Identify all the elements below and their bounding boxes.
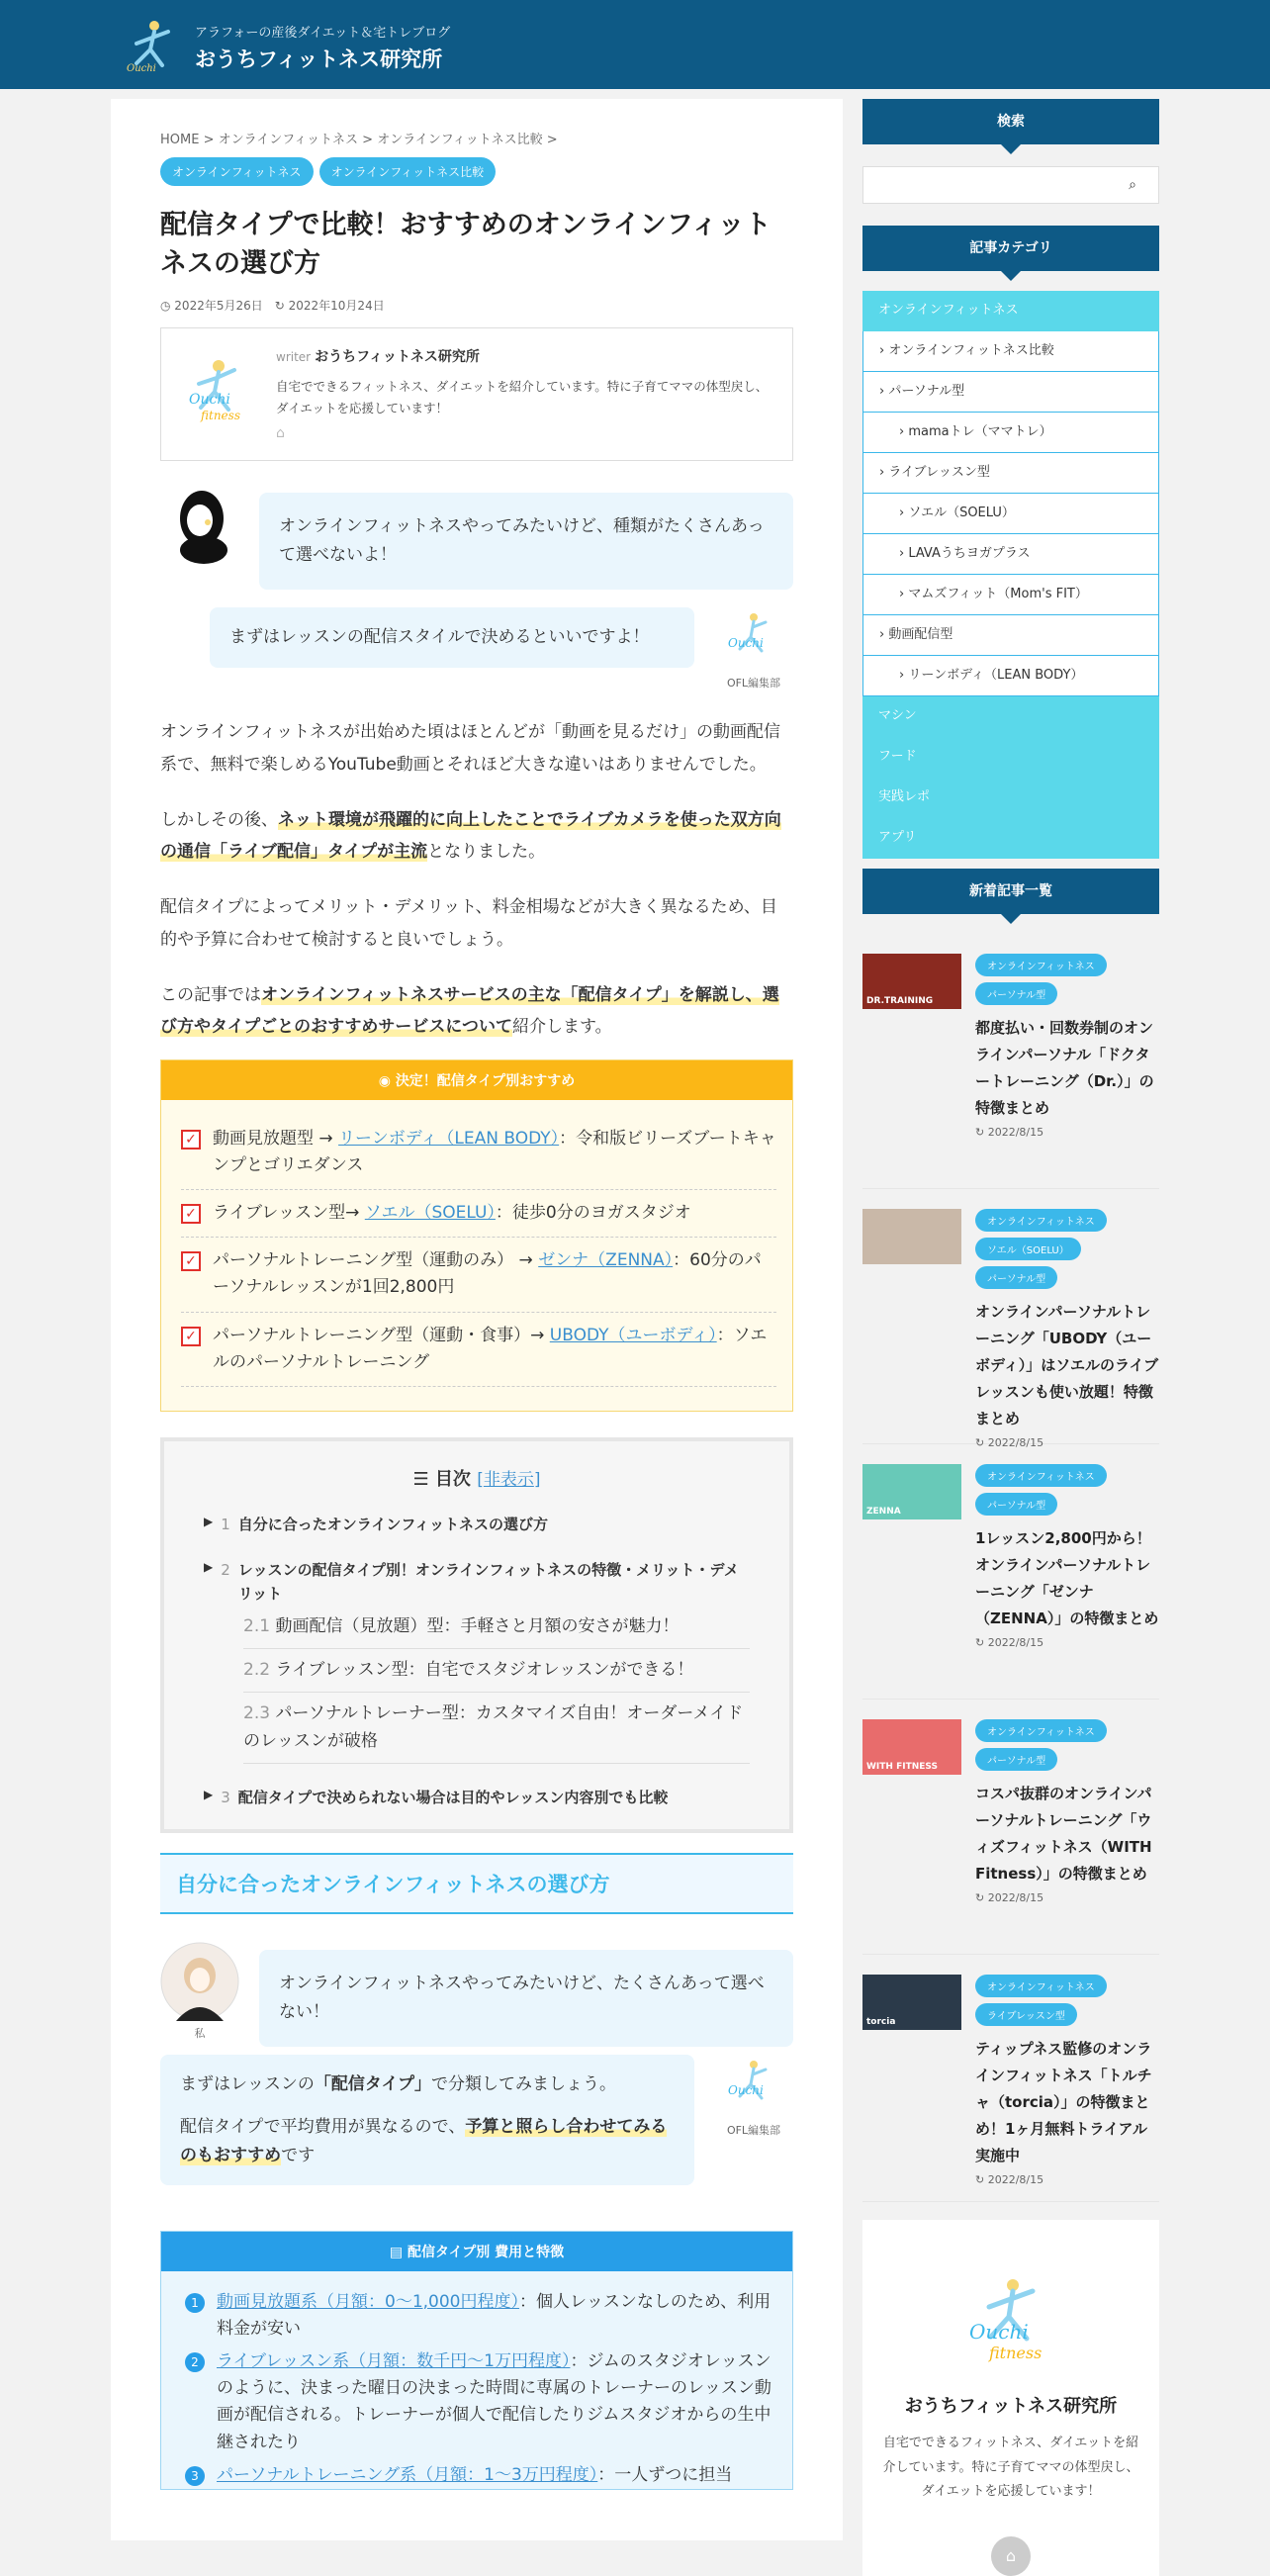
sidebar — [862, 99, 1159, 2576]
ofl-editor-avatar — [722, 607, 781, 667]
caret-right-icon: ▶ — [204, 1559, 214, 1574]
category-item[interactable]: › オンラインフィットネス比較 — [862, 331, 1159, 372]
author-name: writer おうちフィットネス研究所 — [276, 349, 480, 366]
category-item[interactable]: › ライブレッスン型 — [862, 453, 1159, 494]
speech-balloon — [160, 2055, 793, 2203]
post-date-row — [975, 1126, 1159, 1139]
category-item[interactable]: › ソエル（SOELU） — [862, 494, 1159, 534]
fee-heading: ▤ 配信タイプ別 費用と特徴 — [161, 2232, 792, 2271]
toc-title: ☰ 目次 [非表示] — [412, 1468, 541, 1490]
svg-text:Ouchi: Ouchi — [969, 2320, 1029, 2344]
post-title[interactable]: コスパ抜群のオンラインパーソナルトレーニング「ウィズフィットネス（WITH Fitness）」の特徴まとめ — [975, 1785, 1152, 1883]
search-box — [862, 166, 1159, 204]
fee-list — [161, 2271, 792, 2489]
recent-post[interactable] — [862, 1700, 1159, 1955]
speech-bubble: まずはレッスンの「配信タイプ」で分類してみましょう。 配信タイプで平均費用が異なるので、予算と照らし合わせてみるのもおすすめです — [160, 2055, 694, 2186]
svg-text:Ouchi: Ouchi — [728, 636, 764, 651]
speech-bubble: オンラインフィットネスやってみたいけど、たくさんあって選べない！ — [259, 1950, 793, 2047]
category-item[interactable]: フード — [862, 737, 1159, 778]
profile-description: 自宅でできるフィットネス、ダイエットを紹介しています。特に子育てママの体型戻し、ダイエットを応援しています！ — [882, 2436, 1139, 2500]
post-dates — [160, 297, 793, 314]
updated-date: ↻ 2022年10月24日 — [274, 299, 385, 314]
category-heading: 記事カテゴリ — [862, 226, 1159, 271]
post-tag[interactable]: オンラインフィットネス — [975, 954, 1107, 976]
refresh-icon: ↻ — [274, 299, 289, 314]
speaker-name: 私 — [194, 2026, 206, 2040]
category-item[interactable]: › リーンボディ（LEAN BODY） — [862, 656, 1159, 696]
post-thumbnail[interactable] — [862, 1719, 961, 1775]
speech-balloon — [160, 485, 793, 594]
thumbnail-label: ZENNA — [866, 1507, 901, 1517]
home-icon[interactable]: ⌂ — [991, 2536, 1031, 2576]
speaker-name: OFL編集部 — [726, 677, 781, 690]
refresh-icon: ↻ — [975, 1436, 988, 1449]
paragraph: 配信タイプによってメリット・デメリット、料金相場などが大きく異なるため、目的や予算に合わせて検討すると良いでしょう。 — [160, 897, 777, 950]
recommendation-heading: ◉ 決定！配信タイプ別おすすめ — [161, 1060, 792, 1100]
toc-item[interactable]: ▶ 3 配信タイプで決められない場合は目的やレッスン内容別でも比較 — [204, 1786, 750, 1809]
section-heading: 自分に合ったオンラインフィットネスの選び方 — [160, 1853, 793, 1914]
post-tag[interactable]: パーソナル型 — [975, 1493, 1057, 1516]
caret-right-icon: ▶ — [204, 1514, 214, 1528]
post-date: 2022/8/15 — [987, 1891, 1044, 1904]
post-thumbnail[interactable] — [862, 1209, 961, 1264]
post-tag[interactable]: オンラインフィットネス — [975, 1464, 1107, 1487]
svg-text:Ouchi: Ouchi — [189, 392, 230, 409]
recommendation-item: ✓ パーソナルトレーニング型（運動・食事）→ UBODY（ユーボディ）：ソエルのパーソナルトレーニング — [181, 1313, 776, 1387]
svg-text:fitness: fitness — [989, 2344, 1043, 2362]
speech-bubble: まずはレッスンの配信スタイルで決めるといいですよ！ — [210, 607, 694, 668]
refresh-icon: ↻ — [975, 2173, 988, 2186]
post-date-row — [975, 1891, 1159, 1904]
check-icon: ✓ — [181, 1327, 201, 1346]
post-tag[interactable]: オンラインフィットネス — [975, 1209, 1107, 1232]
post-date: 2022/8/15 — [987, 1636, 1044, 1649]
main-content — [111, 99, 843, 2540]
service-link[interactable]: UBODY（ユーボディ） — [549, 1325, 717, 1345]
thumbnail-label: torcia — [866, 2017, 896, 2027]
woman-avatar-icon — [166, 485, 235, 564]
recent-post[interactable] — [862, 1955, 1159, 2202]
caret-right-icon: ▶ — [204, 1787, 214, 1801]
author-avatar — [179, 348, 258, 427]
speaker-name: OFL編集部 — [726, 2123, 781, 2137]
service-link[interactable]: ソエル（SOELU） — [364, 1203, 496, 1224]
page-title: 配信タイプで比較！おすすめのオンラインフィットネスの選び方 — [160, 210, 771, 280]
check-icon: ✓ — [181, 1130, 201, 1150]
post-tag[interactable]: オンラインフィットネス — [975, 1719, 1107, 1742]
fee-link[interactable]: パーソナルトレーニング系（月額：1〜3万円程度） — [217, 2464, 598, 2485]
post-title[interactable]: オンラインパーソナルトレーニング「UBODY（ユーボディ）」はソエルのライブレッスンも使い放題！特徴まとめ — [975, 1303, 1159, 1427]
post-title[interactable]: ティップネス監修のオンラインフィットネス「トルチャ（torcia）」の特徴まとめ！1ヶ月無料トライアル実施中 — [975, 2040, 1152, 2164]
category-tag[interactable]: オンラインフィットネス比較 — [319, 157, 497, 186]
category-item[interactable]: オンラインフィットネス — [862, 291, 1159, 331]
table-of-contents — [160, 1437, 793, 1833]
post-date: 2022/8/15 — [987, 1126, 1044, 1139]
recent-post[interactable] — [862, 934, 1159, 1189]
site-title[interactable]: おうちフィットネス研究所 — [195, 47, 443, 71]
post-tag[interactable]: パーソナル型 — [975, 1748, 1057, 1771]
toc-subitem[interactable]: 2.2 ライブレッスン型：自宅でスタジオレッスンができる！ — [243, 1649, 750, 1693]
profile-name: おうちフィットネス研究所 — [904, 2396, 1118, 2417]
post-thumbnail[interactable] — [862, 954, 961, 1009]
eye-icon: ◉ — [378, 1072, 396, 1089]
recent-posts-heading: 新着記事一覧 — [862, 869, 1159, 914]
category-tag[interactable]: オンラインフィットネス — [160, 157, 314, 186]
author-description: 自宅でできるフィットネス、ダイエットを紹介しています。特に子育てママの体型戻し、ダイエットを応援しています！ — [276, 379, 769, 415]
author-box — [160, 327, 793, 461]
service-link[interactable]: ゼンナ（ZENNA） — [538, 1250, 674, 1271]
check-icon: ✓ — [181, 1204, 201, 1224]
user-avatar-icon — [160, 1942, 239, 2021]
post-date: 2022/8/15 — [987, 2173, 1044, 2186]
ofl-editor-avatar — [722, 2055, 781, 2114]
post-date-row — [975, 1636, 1159, 1649]
category-item[interactable]: › LAVAうちヨガプラス — [862, 534, 1159, 575]
recommendation-box — [160, 1059, 793, 1412]
recent-post[interactable] — [862, 1444, 1159, 1700]
refresh-icon: ↻ — [975, 1126, 988, 1139]
search-icon[interactable]: ⌕ — [1129, 177, 1136, 193]
home-icon[interactable]: ⌂ — [276, 425, 285, 442]
post-title[interactable]: 都度払い・回数券制のオンラインパーソナル「ドクタートレーニング（Dr.）」の特徴まとめ — [975, 1019, 1154, 1117]
profile-widget — [862, 2220, 1159, 2576]
recommendation-list — [161, 1100, 792, 1411]
toc-item[interactable]: ▶ 1 自分に合ったオンラインフィットネスの選び方 — [204, 1513, 750, 1536]
site-header — [0, 0, 1270, 89]
svg-text:Ouchi: Ouchi — [728, 2082, 764, 2097]
recommendation-item: ✓ ライブレッスン型→ ソエル（SOELU）：徒歩0分のヨガスタジオ — [181, 1190, 776, 1238]
recommendation-item: ✓ パーソナルトレーニング型（運動のみ） → ゼンナ（ZENNA）：60分のパーソナルレッスンが1回2,800円 — [181, 1238, 776, 1312]
toc-subitem[interactable]: 2.3 パーソナルトレーナー型：カスタマイズ自由！オーダーメイドのレッスンが破格 — [243, 1693, 750, 1763]
speech-bubble: オンラインフィットネスやってみたいけど、種類がたくさんあって選べないよ！ — [259, 493, 793, 590]
document-icon: ▤ — [389, 2244, 408, 2260]
svg-text:fitness: fitness — [201, 409, 240, 423]
post-date: 2022/8/15 — [987, 1436, 1044, 1449]
clock-icon: ◷ — [160, 299, 175, 314]
category-item[interactable]: › パーソナル型 — [862, 372, 1159, 413]
fee-item: 3 パーソナルトレーニング系（月額：1〜3万円程度）：一人ずつに担当 — [185, 2462, 774, 2489]
fee-item: 1 動画見放題系（月額：0〜1,000円程度）：個人レッスンなしのため、利用料金が安い — [185, 2289, 774, 2343]
post-tag[interactable]: ソエル（SOELU） — [975, 1238, 1081, 1260]
fee-item: 2 ライブレッスン系（月額：数千円〜1万円程度）：ジムのスタジオレッスンのように、決まった曜日の決まった時間に専属のトレーナーのレッスン動画が配信される。トレーナーが個人で配信したりジムスタジオからの生中継されたり — [185, 2348, 774, 2456]
search-heading: 検索 — [862, 99, 1159, 144]
post-tag[interactable]: ライブレッスン型 — [975, 2003, 1077, 2026]
post-thumbnail[interactable] — [862, 1464, 961, 1519]
category-menu — [862, 291, 1159, 859]
published-date: ◷ 2022年5月26日 — [160, 299, 263, 314]
recent-post[interactable] — [862, 1189, 1159, 1449]
paragraph: オンラインフィットネスが出始めた頃はほとんどが「動画を見るだけ」の動画配信系で、無料で楽しめるYouTube動画とそれほど大きな違いはありませんでした。 — [160, 722, 780, 775]
breadcrumb[interactable]: HOME > オンラインフィットネス > オンラインフィットネス比較 > — [160, 133, 558, 147]
category-item[interactable]: › 動画配信型 — [862, 615, 1159, 656]
post-date-row — [975, 2173, 1159, 2186]
refresh-icon: ↻ — [975, 1891, 988, 1904]
service-link[interactable]: リーンボディ（LEAN BODY） — [338, 1128, 560, 1149]
post-thumbnail[interactable] — [862, 1975, 961, 2030]
post-tag[interactable]: パーソナル型 — [975, 1266, 1057, 1289]
paragraph: しかしその後、ネット環境が飛躍的に向上したことでライブカメラを使った双方向の通信「ライブ配信」タイプが主流となりました。 — [160, 809, 781, 863]
category-item[interactable]: › mamaトレ（ママトレ） — [862, 413, 1159, 453]
recommendation-item: ✓ 動画見放題型 → リーンボディ（LEAN BODY）：令和版ビリーズブートキャンプとゴリエダンス — [181, 1116, 776, 1190]
post-tag[interactable]: オンラインフィットネス — [975, 1975, 1107, 1997]
fee-link[interactable]: ライブレッスン系（月額：数千円〜1万円程度） — [217, 2351, 571, 2372]
paragraph: この記事ではオンラインフィットネスサービスの主な「配信タイプ」を解説し、選び方やタイプごとのおすすめサービスについて紹介します。 — [160, 985, 779, 1038]
category-item[interactable]: マシン — [862, 696, 1159, 737]
category-tags — [160, 157, 793, 186]
speech-balloon — [160, 607, 793, 706]
refresh-icon: ↻ — [975, 1636, 988, 1649]
site-logo[interactable] — [123, 14, 182, 75]
thumbnail-label: DR.TRAINING — [866, 996, 934, 1006]
site-tagline: アラフォーの産後ダイエット＆宅トレブログ — [195, 26, 451, 41]
category-item[interactable]: 実践レポ — [862, 778, 1159, 818]
recent-posts — [862, 934, 1159, 2202]
toc-toggle[interactable]: 非表示 — [483, 1469, 534, 1490]
category-item[interactable]: アプリ — [862, 818, 1159, 859]
search-input[interactable] — [863, 167, 1101, 203]
check-icon: ✓ — [181, 1251, 201, 1271]
profile-avatar — [961, 2269, 1060, 2368]
list-icon: ☰ — [412, 1468, 435, 1490]
post-tag[interactable]: パーソナル型 — [975, 982, 1057, 1005]
toc-item[interactable]: ▶ 2 レッスンの配信タイプ別！オンラインフィットネスの特徴・メリット・デメリット — [204, 1558, 750, 1606]
category-item[interactable]: › マムズフィット（Mom's FIT） — [862, 575, 1159, 615]
toc-subitem[interactable]: 2.1 動画配信（見放題）型：手軽さと月額の安さが魅力！ — [243, 1606, 750, 1649]
fee-link[interactable]: 動画見放題系（月額：0〜1,000円程度） — [217, 2291, 519, 2312]
speech-balloon — [160, 1942, 793, 2041]
fee-box — [160, 2231, 793, 2490]
svg-text:Ouchi: Ouchi — [127, 63, 156, 74]
post-title[interactable]: 1レッスン2,800円から！オンラインパーソナルトレーニング「ゼンナ（ZENNA）」の特徴まとめ — [975, 1529, 1159, 1627]
thumbnail-label: WITH FITNESS — [866, 1762, 938, 1772]
